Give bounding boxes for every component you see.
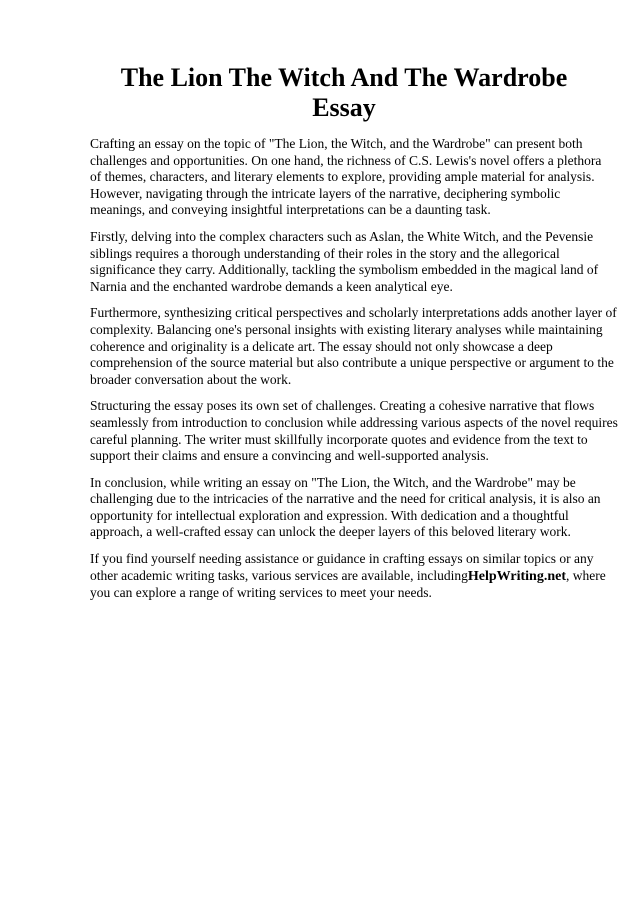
helpwriting-link[interactable]: HelpWriting.net <box>467 568 567 584</box>
text-line: If you find yourself needing assistance or guidance in crafting essays on similar topics or any <box>90 551 594 567</box>
paragraph-5 <box>90 475 602 541</box>
title-line-1: The Lion The Witch And The Wardrobe <box>120 63 568 92</box>
text-line: significance they carry. Additionally, tackling the symbolism embedded in the magical land of <box>90 262 599 278</box>
paragraph-2 <box>90 229 602 295</box>
text-line: Structuring the essay poses its own set of challenges. Creating a cohesive narrative that flows <box>90 398 595 414</box>
text-line: challenging due to the intricacies of the narrative and the need for critical analysis, it is also an <box>90 491 601 507</box>
text-line: opportunity for intellectual exploration and expression. With dedication and a thoughtful <box>90 507 569 523</box>
text-line: approach, a well-crafted essay can unlock the deeper layers of this beloved literary work. <box>90 524 571 540</box>
text-line: of themes, characters, and literary elements to explore, providing ample material for analysis. <box>90 169 595 185</box>
text-before-link: other academic writing tasks, various services are available, including <box>90 567 468 583</box>
text-line: complexity. Balancing one's personal insights with existing literary analyses while maintaining <box>90 321 603 337</box>
text-line: Furthermore, synthesizing critical perspectives and scholarly interpretations adds another layer of <box>90 305 617 321</box>
text-line-with-link <box>90 567 606 586</box>
paragraph-4 <box>90 398 618 464</box>
text-line: meanings, and conveying insightful interpretations can be a daunting task. <box>90 202 491 218</box>
text-line: comprehension of the source material but also contribute a unique perspective or argument to the <box>90 355 614 371</box>
text-line: siblings requires a thorough understanding of their roles in the story and the allegorical <box>90 245 560 261</box>
text-line: In conclusion, while writing an essay on "The Lion, the Witch, and the Wardrobe" may be <box>90 474 576 490</box>
paragraph-6 <box>90 551 606 602</box>
document-title <box>90 63 598 123</box>
text-line: broader conversation about the work. <box>90 371 292 387</box>
text-line: Crafting an essay on the topic of "The Lion, the Witch, and the Wardrobe" can present both <box>90 136 583 151</box>
title-line-2: Essay <box>312 93 376 122</box>
text-line: challenges and opportunities. On one hand, the richness of C.S. Lewis's novel offers a plethora <box>90 152 602 168</box>
document-body <box>90 136 618 612</box>
text-after-link: , where <box>566 567 606 583</box>
text-line: However, navigating through the intricate layers of the narrative, deciphering symbolic <box>90 185 561 201</box>
text-line: Narnia and the enchanted wardrobe demands a keen analytical eye. <box>90 278 453 294</box>
text-line: careful planning. The writer must skillfully incorporate quotes and evidence from the text to <box>90 431 588 447</box>
text-line: support their claims and ensure a convincing and well-supported analysis. <box>90 448 489 464</box>
text-line: Firstly, delving into the complex characters such as Aslan, the White Witch, and the Pevensie <box>90 228 594 244</box>
text-line: you can explore a range of writing services to meet your needs. <box>90 585 432 601</box>
paragraph-1 <box>90 136 602 219</box>
text-line: seamlessly from introduction to conclusion while addressing various aspects of the novel requires <box>90 414 618 430</box>
paragraph-3 <box>90 305 617 388</box>
text-line: coherence and originality is a delicate art. The essay should not only showcase a deep <box>90 338 553 354</box>
